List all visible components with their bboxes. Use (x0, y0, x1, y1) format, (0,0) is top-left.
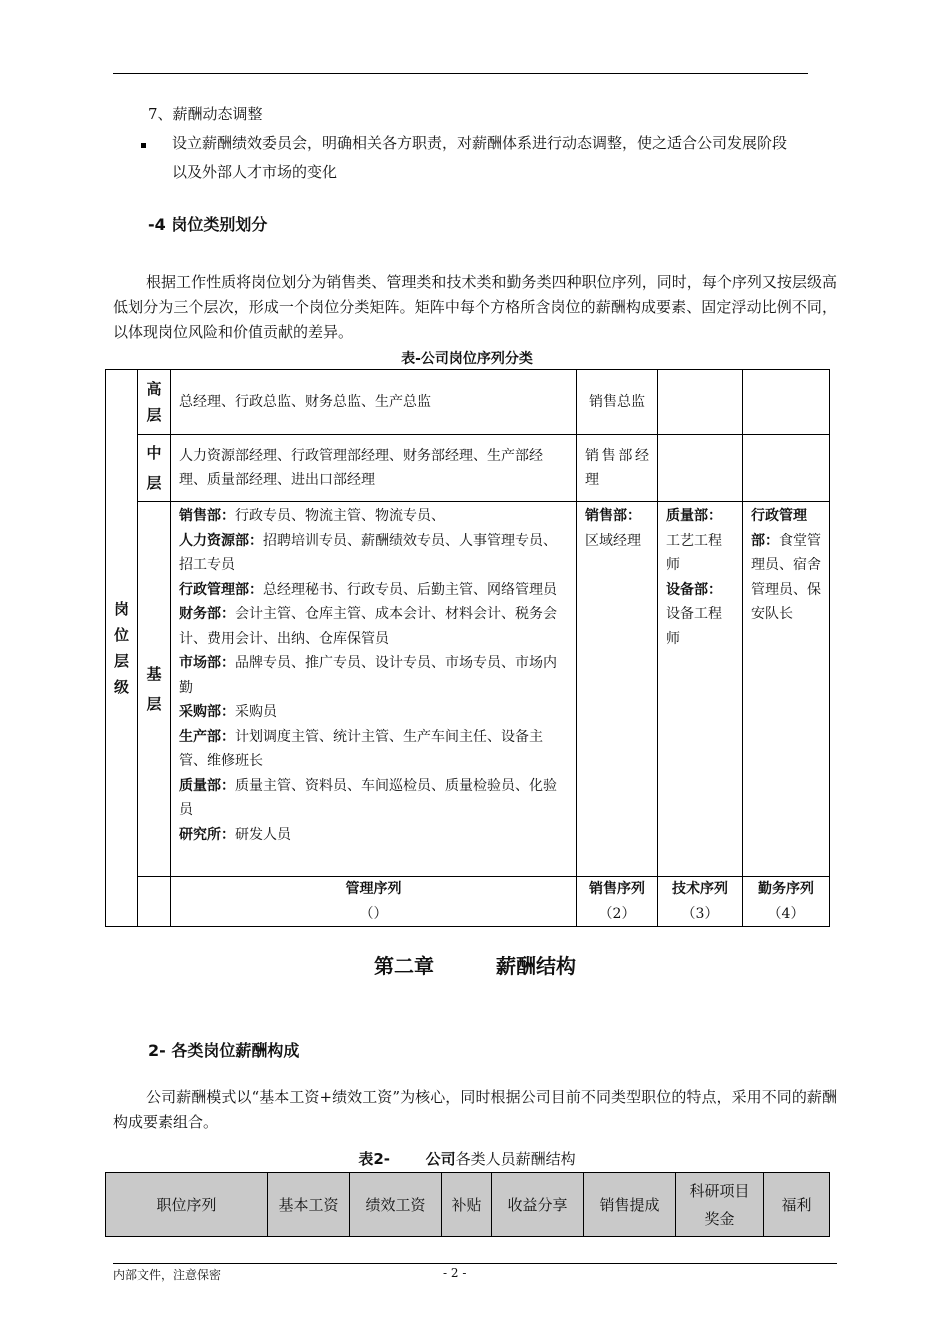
bullet-text-line2: 以及外部人才市场的变化 (172, 163, 338, 181)
footer-tech-sequence: 技术序列 （3） (658, 877, 743, 927)
footer-sales-sequence: 销售序列 （2） (577, 877, 658, 927)
base-dept-production: 生产部：计划调度主管、统计主管、生产车间主任、设备主管、维修班长 (179, 728, 543, 769)
base-dept-finance: 财务部：会计主管、仓库主管、成本会计、材料会计、税务会计、费用会计、出纳、仓库保管员 (179, 606, 557, 647)
footer-rule (113, 1263, 837, 1264)
high-mgmt-cell: 总经理、行政总监、财务总监、生产总监 (171, 370, 577, 435)
high-service-cell (743, 370, 830, 435)
row-header-position-level: 岗位层级 (106, 370, 138, 927)
base-dept-research: 研究所：研发人员 (179, 826, 291, 843)
mid-mgmt-cell: 人力资源部经理、行政管理部经理、财务部经理、生产部经理、质量部经理、进出口部经理 (171, 435, 577, 502)
col-position-sequence: 职位序列 (106, 1173, 268, 1237)
header-rule (113, 73, 808, 74)
pay-structure-table (105, 1172, 830, 1237)
high-sales-cell: 销售总监 (577, 370, 658, 435)
footer-service-sequence: 勤务序列 （4） (743, 877, 830, 927)
footer-confidential: 内部文件，注意保密 (113, 1268, 222, 1282)
heading-pay-structure: 2- 各类岗位薪酬构成 (148, 1041, 300, 1060)
base-mgmt-cell (171, 502, 577, 877)
col-welfare: 福利 (764, 1173, 830, 1237)
base-dept-hr: 人力资源部：招聘培训专员、薪酬绩效专员、人事管理专员、招工专员 (179, 532, 557, 573)
bullet-icon (141, 143, 146, 148)
footer-mgmt-sequence: 管理序列 （） (171, 877, 577, 927)
col-performance-pay: 绩效工资 (350, 1173, 442, 1237)
col-profit-sharing: 收益分享 (492, 1173, 584, 1237)
page-number: - 2 - (443, 1266, 467, 1280)
mid-service-cell (743, 435, 830, 502)
table1-caption: 表-公司岗位序列分类 (401, 351, 533, 367)
base-dept-admin: 行政管理部：总经理秘书、行政专员、后勤主管、网络管理员 (179, 581, 557, 598)
level-base: 基层 (138, 502, 171, 877)
base-dept-quality: 质量部：质量主管、资料员、车间巡检员、质量检验员、化验员 (179, 777, 557, 818)
base-tech-cell: 质量部： 工艺工程师 设备部： 设备工程师 (658, 502, 743, 877)
col-sales-commission: 销售提成 (584, 1173, 676, 1237)
position-sequence-table (105, 369, 830, 927)
high-tech-cell (658, 370, 743, 435)
section-7-title: 7、薪酬动态调整 (148, 105, 263, 123)
base-sales-cell: 销售部： 区域经理 (577, 502, 658, 877)
heading-position-categories: -4 岗位类别划分 (148, 215, 268, 234)
base-service-cell: 行政管理部：食堂管理员、宿舍管理员、保安队长 (743, 502, 830, 877)
base-dept-marketing: 市场部：品牌专员、推广专员、设计专员、市场专员、市场内勤 (179, 655, 557, 696)
chapter-number: 第二章 (374, 954, 435, 978)
col-research-bonus: 科研项目奖金 (676, 1173, 764, 1237)
footer-blank-cell (138, 877, 171, 927)
level-high: 高层 (138, 370, 171, 435)
chapter-title (0, 950, 950, 979)
level-mid: 中层 (138, 435, 171, 502)
col-allowance: 补贴 (442, 1173, 492, 1237)
table2-caption: 表2- 公司各类人员薪酬结构 (358, 1150, 576, 1168)
chapter-name: 薪酬结构 (495, 954, 576, 978)
mid-sales-cell: 销售部经理 (577, 435, 658, 502)
base-dept-sales: 销售部：行政专员、物流主管、物流专员、 (179, 508, 445, 524)
col-base-salary: 基本工资 (268, 1173, 350, 1237)
paragraph-pay-model: 公司薪酬模式以“基本工资+绩效工资”为核心，同时根据公司目前不同类型职位的特点，采用不同的薪酬构成要素组合。 (113, 1088, 837, 1131)
paragraph-position-matrix: 根据工作性质将岗位划分为销售类、管理类和技术类和勤务类四种职位序列，同时，每个序列又按层级高低划分为三个层次，形成一个岗位分类矩阵。矩阵中每个方格所含岗位的薪酬构成要素、固定浮动比例不同，以体现岗位风险和价值贡献的差异。 (113, 273, 837, 341)
bullet-text-line1: 设立薪酬绩效委员会，明确相关各方职责，对薪酬体系进行动态调整，使之适合公司发展阶段 (172, 134, 788, 152)
base-dept-purchasing: 采购部：采购员 (179, 704, 277, 720)
mid-tech-cell (658, 435, 743, 502)
